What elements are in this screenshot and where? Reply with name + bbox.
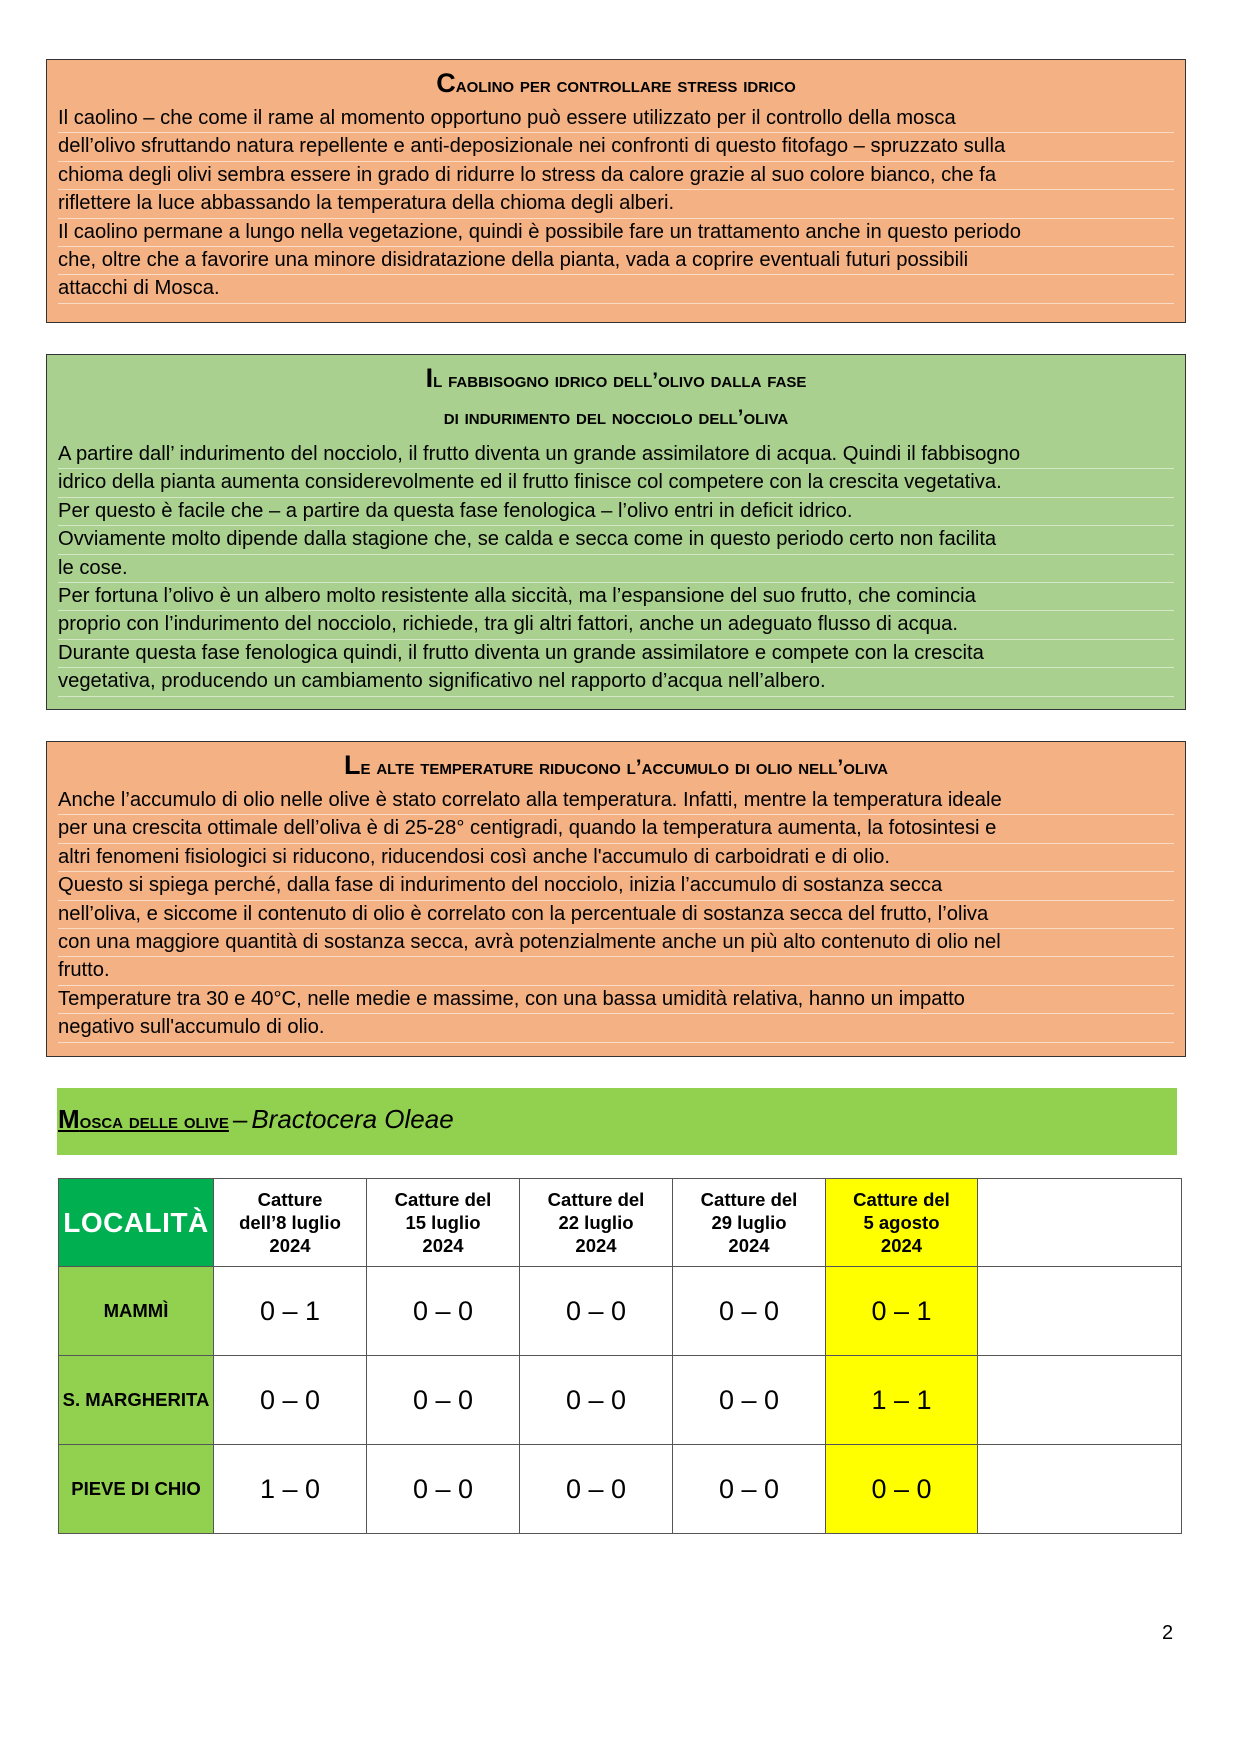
header-date bbox=[520, 1179, 673, 1267]
empty-cell bbox=[978, 1356, 1182, 1445]
mosca-latin-name: Bractocera Oleae bbox=[251, 1104, 454, 1134]
catch-value: 0 – 0 bbox=[367, 1356, 520, 1445]
fabbisogno-body bbox=[58, 441, 1174, 697]
caolino-line: chioma degli olivi sembra essere in grado di ridurre lo stress da calore grazie al suo colore bianco, che fa bbox=[58, 162, 1174, 190]
header-line: Catture del bbox=[547, 1189, 645, 1210]
catch-value: 0 – 0 bbox=[367, 1445, 520, 1534]
mosca-name-initial: M bbox=[58, 1104, 80, 1134]
fabbisogno-title-line-2 bbox=[58, 403, 1174, 433]
fabbisogno-line: Durante questa fase fenologica quindi, il frutto diventa un grande assimilatore e compete con la crescita bbox=[58, 640, 1174, 668]
fabbisogno-title-2-text: di indurimento del nocciolo dell’oliva bbox=[443, 406, 789, 429]
catch-value: 0 – 0 bbox=[367, 1267, 520, 1356]
header-line: Catture del bbox=[853, 1189, 950, 1210]
row-location: MAMMÌ bbox=[59, 1267, 214, 1356]
temperature-line: negativo sull'accumulo di olio. bbox=[58, 1014, 1174, 1042]
empty-cell bbox=[978, 1267, 1182, 1356]
table-row bbox=[59, 1356, 1182, 1445]
mosca-name-rest: osca delle olive bbox=[79, 1110, 229, 1133]
fabbisogno-line: Per fortuna l’olivo è un albero molto resistente alla siccità, ma l’espansione del suo frutto, che comincia bbox=[58, 583, 1174, 611]
fabbisogno-line: Ovviamente molto dipende dalla stagione che, se calda e secca come in questo periodo certo non facilita bbox=[58, 526, 1174, 554]
temperature-line: Temperature tra 30 e 40°C, nelle medie e massime, con una bassa umidità relativa, hanno un impatto bbox=[58, 986, 1174, 1014]
catch-value: 0 – 1 bbox=[214, 1267, 367, 1356]
header-line: Catture del bbox=[700, 1189, 798, 1210]
header-line: 15 luglio bbox=[405, 1212, 481, 1233]
header-line: 22 luglio bbox=[558, 1212, 634, 1233]
header-date bbox=[673, 1179, 826, 1267]
header-line: 2024 bbox=[575, 1235, 617, 1256]
catch-value: 0 – 0 bbox=[673, 1356, 826, 1445]
header-line: Catture del bbox=[394, 1189, 492, 1210]
header-line: 5 agosto bbox=[863, 1212, 940, 1233]
header-line: Catture bbox=[257, 1189, 323, 1210]
caolino-title-rest: aolino per controllare stress idrico bbox=[455, 74, 796, 97]
fabbisogno-line: Per questo è facile che – a partire da questa fase fenologica – l’olivo entri in deficit idrico. bbox=[58, 498, 1174, 526]
catches-table bbox=[58, 1178, 1182, 1534]
temperature-line: Anche l’accumulo di olio nelle olive è stato correlato alla temperatura. Infatti, mentre la temperatura ideale bbox=[58, 787, 1174, 815]
header-line: 29 luglio bbox=[711, 1212, 787, 1233]
header-line: 2024 bbox=[728, 1235, 770, 1256]
catch-value: 0 – 0 bbox=[520, 1445, 673, 1534]
temperature-title-initial: L bbox=[344, 750, 361, 780]
header-date-highlighted bbox=[826, 1179, 978, 1267]
catch-value-highlighted: 1 – 1 bbox=[826, 1356, 978, 1445]
caolino-line: che, oltre che a favorire una minore disidratazione della pianta, vada a coprire eventuali futuri possibili bbox=[58, 247, 1174, 275]
caolino-body bbox=[58, 105, 1174, 304]
header-line: 2024 bbox=[269, 1235, 311, 1256]
temperature-line: per una crescita ottimale dell’oliva è di 25-28° centigradi, quando la temperatura aumenta, la fotosintesi e bbox=[58, 815, 1174, 843]
temperature-section bbox=[46, 741, 1186, 1057]
fabbisogno-line: idrico della pianta aumenta considerevolmente ed il frutto finisce col competere con la crescita vegetativa. bbox=[58, 469, 1174, 497]
caolino-line: riflettere la luce abbassando la temperatura della chioma degli alberi. bbox=[58, 190, 1174, 218]
catch-value: 0 – 0 bbox=[520, 1267, 673, 1356]
catch-value: 1 – 0 bbox=[214, 1445, 367, 1534]
header-empty bbox=[978, 1179, 1182, 1267]
temperature-line: Questo si spiega perché, dalla fase di indurimento del nocciolo, inizia l’accumulo di sostanza secca bbox=[58, 872, 1174, 900]
temperature-line: con una maggiore quantità di sostanza secca, avrà potenzialmente anche un più alto contenuto di olio nel bbox=[58, 929, 1174, 957]
fabbisogno-title-1-rest: l fabbisogno idrico dell’olivo dalla fase bbox=[433, 369, 807, 392]
caolino-title bbox=[58, 68, 1174, 101]
row-location: S. MARGHERITA bbox=[59, 1356, 214, 1445]
empty-cell bbox=[978, 1445, 1182, 1534]
fabbisogno-line: proprio con l’indurimento del nocciolo, richiede, tra gli altri fattori, anche un adeguato flusso di acqua. bbox=[58, 611, 1174, 639]
caolino-line: Il caolino permane a lungo nella vegetazione, quindi è possibile fare un trattamento anche in questo periodo bbox=[58, 219, 1174, 247]
header-location: LOCALITÀ bbox=[59, 1179, 214, 1267]
page-number: 2 bbox=[1162, 1622, 1174, 1644]
header-line: 2024 bbox=[880, 1235, 923, 1256]
temperature-title-rest: e alte temperature riducono l’accumulo di olio nell’oliva bbox=[360, 756, 888, 779]
header-date bbox=[214, 1179, 367, 1267]
catch-value-highlighted: 0 – 0 bbox=[826, 1445, 978, 1534]
fabbisogno-line: vegetativa, producendo un cambiamento significativo nel rapporto d’acqua nell’albero. bbox=[58, 668, 1174, 696]
mosca-name bbox=[58, 1104, 229, 1134]
row-location: PIEVE DI CHIO bbox=[59, 1445, 214, 1534]
mosca-separator: – bbox=[232, 1104, 248, 1134]
temperature-line: altri fenomeni fisiologici si riducono, riducendosi così anche l'accumulo di carboidrati e di olio. bbox=[58, 844, 1174, 872]
temperature-title bbox=[58, 750, 1174, 783]
fabbisogno-line: le cose. bbox=[58, 555, 1174, 583]
header-date bbox=[367, 1179, 520, 1267]
fabbisogno-section bbox=[46, 354, 1186, 710]
mosca-heading-bar bbox=[57, 1088, 1177, 1155]
catch-value: 0 – 0 bbox=[214, 1356, 367, 1445]
temperature-body bbox=[58, 787, 1174, 1043]
fabbisogno-title bbox=[58, 363, 1174, 433]
header-line: dell’8 luglio bbox=[239, 1212, 341, 1233]
table-row bbox=[59, 1445, 1182, 1534]
table-header-row bbox=[59, 1179, 1182, 1267]
catch-value: 0 – 0 bbox=[673, 1445, 826, 1534]
catch-value-highlighted: 0 – 1 bbox=[826, 1267, 978, 1356]
caolino-title-initial: C bbox=[436, 68, 456, 98]
table-row bbox=[59, 1267, 1182, 1356]
caolino-section bbox=[46, 59, 1186, 323]
caolino-line: Il caolino – che come il rame al momento opportuno può essere utilizzato per il controllo della mosca bbox=[58, 105, 1174, 133]
caolino-line: attacchi di Mosca. bbox=[58, 275, 1174, 303]
fabbisogno-title-1-initial: I bbox=[425, 363, 434, 393]
fabbisogno-line: A partire dall’ indurimento del nocciolo, il frutto diventa un grande assimilatore di acqua. Quindi il fabbisogno bbox=[58, 441, 1174, 469]
header-line: 2024 bbox=[422, 1235, 464, 1256]
catch-value: 0 – 0 bbox=[520, 1356, 673, 1445]
catch-value: 0 – 0 bbox=[673, 1267, 826, 1356]
fabbisogno-title-line-1 bbox=[58, 363, 1174, 396]
caolino-line: dell’olivo sfruttando natura repellente e anti-deposizionale nei confronti di questo fitofago – spruzzato sulla bbox=[58, 133, 1174, 161]
temperature-line: nell’oliva, e siccome il contenuto di olio è correlato con la percentuale di sostanza secca del frutto, l’oliva bbox=[58, 901, 1174, 929]
temperature-line: frutto. bbox=[58, 957, 1174, 985]
